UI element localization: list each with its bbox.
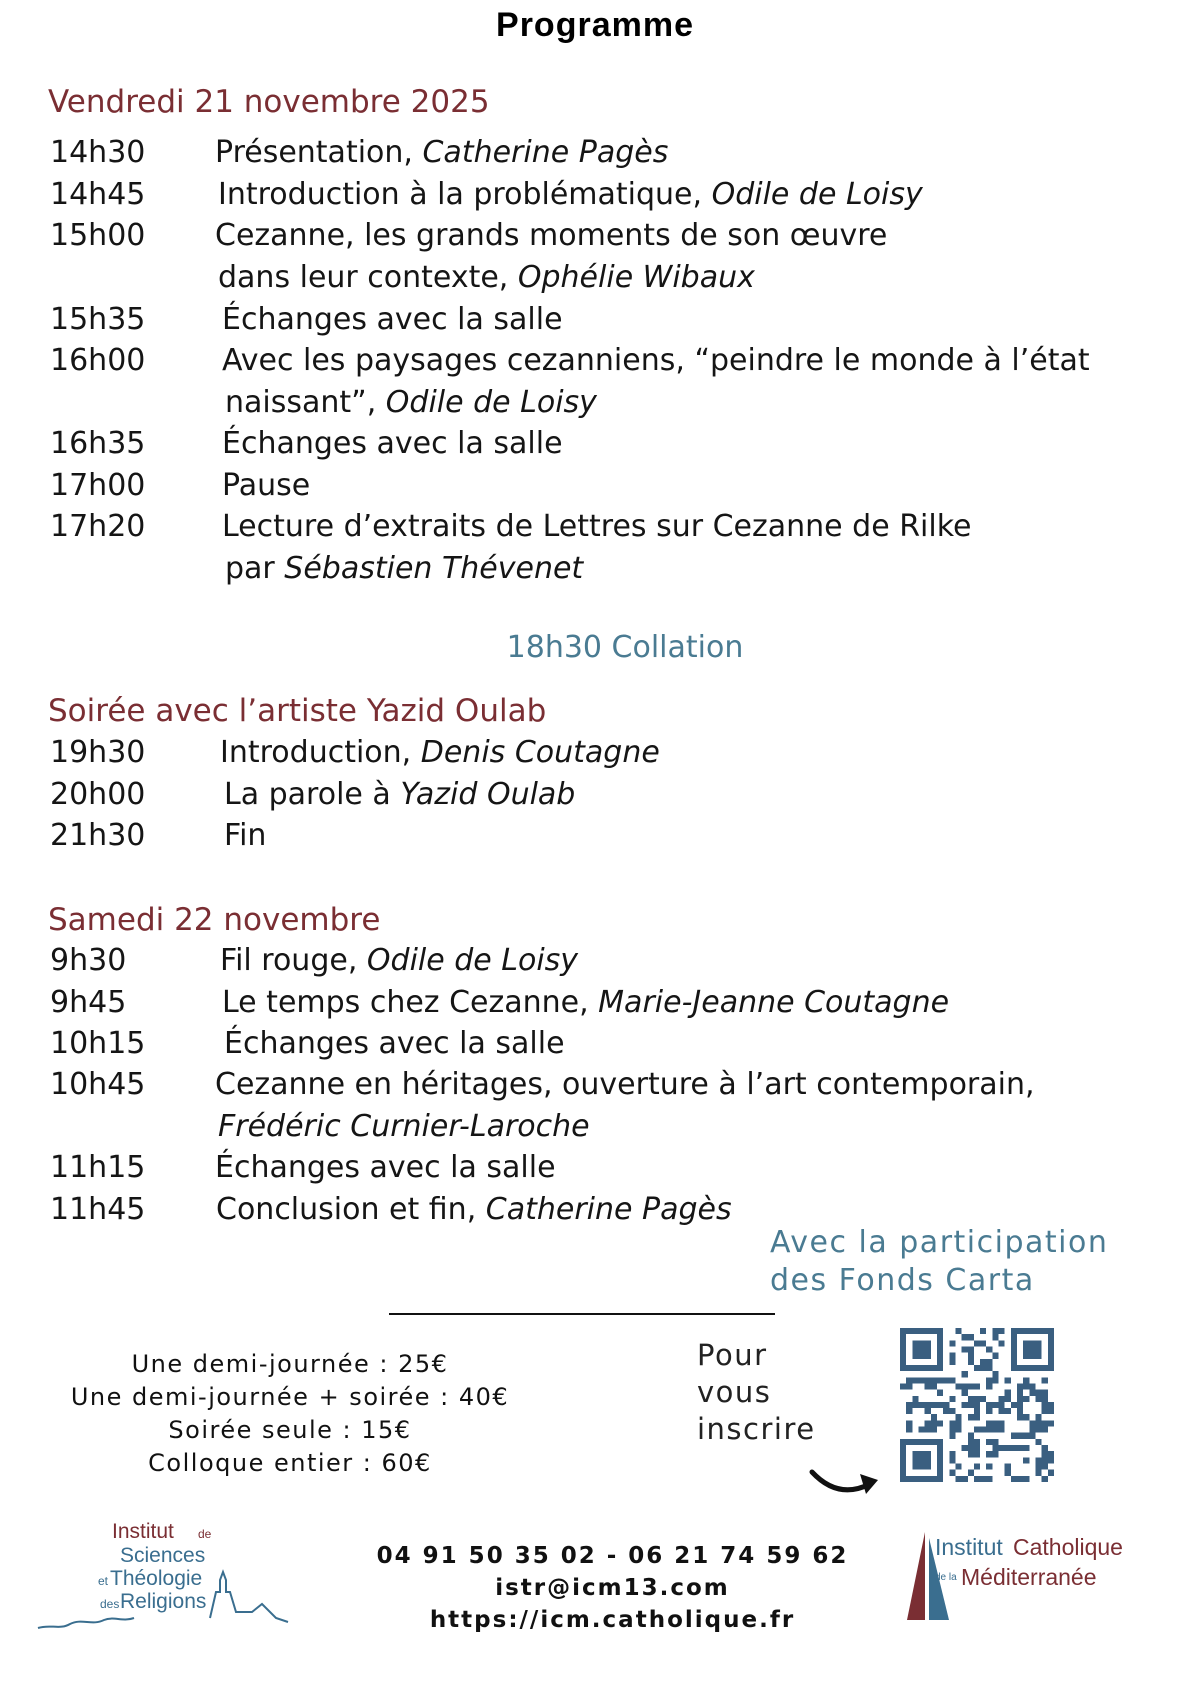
- logo-word-institut-icm: Institut: [935, 1534, 1003, 1560]
- activity-text: La parole à: [224, 777, 401, 812]
- collation-label: 18h30 Collation: [506, 630, 744, 665]
- row-activity: [215, 218, 887, 254]
- activity-text: Lecture d’extraits de Lettres sur Cezanne de Rilke: [222, 509, 972, 544]
- logo-word-et: et: [98, 1574, 109, 1588]
- activity-text: Échanges avec la salle: [215, 1150, 556, 1185]
- sponsor-line-2: des Fonds Carta: [770, 1263, 1035, 1298]
- row-time: 16h35: [50, 426, 146, 461]
- coastline-basilica-icon: [30, 1520, 320, 1635]
- row-time: 15h35: [50, 302, 146, 337]
- activity-text: Échanges avec la salle: [224, 1026, 565, 1061]
- logo-word-religions: Religions: [120, 1590, 207, 1613]
- speaker-name: Odile de Loisy: [366, 943, 579, 978]
- row-activity: [224, 818, 266, 854]
- register-prompt: [697, 1337, 816, 1448]
- row-activity: [215, 135, 668, 171]
- row-time: 10h15: [50, 1026, 146, 1061]
- row-activity: [216, 1192, 732, 1228]
- register-line-3: inscrire: [697, 1412, 816, 1446]
- logo-word-mediterranee: Méditerranée: [961, 1564, 1097, 1590]
- row-activity: [220, 943, 578, 979]
- row-activity: [222, 302, 563, 338]
- row-time: 17h00: [50, 468, 146, 503]
- row-time: 14h30: [50, 135, 146, 170]
- register-line-2: vous: [697, 1375, 772, 1409]
- contact-email[interactable]: istr@icm13.com: [495, 1575, 730, 1601]
- activity-text: naissant”,: [225, 385, 386, 420]
- activity-text: Échanges avec la salle: [222, 426, 563, 461]
- row-time: 9h45: [50, 985, 127, 1020]
- row-time: 11h15: [50, 1150, 146, 1185]
- speaker-name: Marie-Jeanne Coutagne: [598, 985, 950, 1020]
- activity-text: Pause: [222, 468, 311, 503]
- activity-text: Présentation,: [215, 135, 423, 170]
- row-activity: [218, 1109, 590, 1145]
- logo-word-institut: Institut: [112, 1520, 174, 1543]
- row-time: 17h20: [50, 509, 146, 544]
- activity-text: Conclusion et fin,: [216, 1192, 486, 1227]
- speaker-name: Sébastien Thévenet: [284, 551, 584, 586]
- row-time: 21h30: [50, 818, 146, 853]
- divider: [389, 1313, 775, 1315]
- row-time: 16h00: [50, 343, 146, 378]
- logo-word-de: de: [198, 1527, 212, 1541]
- row-activity: [215, 1067, 1035, 1103]
- logo-word-theologie: Théologie: [110, 1567, 203, 1590]
- speaker-name: Odile de Loisy: [385, 385, 597, 420]
- activity-text: Introduction à la problématique,: [218, 177, 712, 212]
- price-full: Colloque entier : 60€: [148, 1449, 432, 1477]
- activity-text: Cezanne en héritages, ouverture à l’art contemporain,: [215, 1067, 1035, 1102]
- row-time: 15h00: [50, 218, 146, 253]
- logo-word-catholique: Catholique: [1013, 1534, 1123, 1560]
- row-activity: [222, 985, 949, 1021]
- activity-text: Le temps chez Cezanne,: [222, 985, 599, 1020]
- sponsor-line-1: Avec la participation: [770, 1225, 1109, 1260]
- activity-text: par: [225, 551, 285, 586]
- price-half-day: Une demi-journée : 25€: [131, 1350, 449, 1378]
- row-activity: [215, 1150, 556, 1186]
- speaker-name: Catherine Pagès: [485, 1192, 732, 1227]
- price-evening: Soirée seule : 15€: [168, 1416, 412, 1444]
- curved-arrow-icon: [808, 1462, 888, 1502]
- section-heading-friday: Vendredi 21 novembre 2025: [48, 84, 490, 120]
- activity-text: Introduction,: [220, 735, 421, 770]
- row-activity: [224, 1026, 565, 1062]
- speaker-name: Ophélie Wibaux: [517, 260, 755, 295]
- row-time: 20h00: [50, 777, 146, 812]
- speaker-name: Frédéric Curnier-Laroche: [218, 1109, 590, 1144]
- activity-text: Avec les paysages cezanniens, “peindre le monde à l’état: [222, 343, 1090, 378]
- istr-logo: [30, 1520, 320, 1635]
- row-activity: [224, 777, 575, 813]
- row-activity: [222, 509, 971, 545]
- row-activity: [222, 468, 310, 504]
- row-time: 10h45: [50, 1067, 146, 1102]
- section-heading-saturday: Samedi 22 novembre: [48, 902, 381, 938]
- contact-phones: 04 91 50 35 02 - 06 21 74 59 62: [376, 1543, 849, 1569]
- sponsor-note: [770, 1224, 1108, 1300]
- row-activity: [222, 343, 1090, 379]
- row-time: 11h45: [50, 1192, 146, 1227]
- row-time: 14h45: [50, 177, 146, 212]
- row-activity: [225, 551, 583, 587]
- speaker-name: Yazid Oulab: [400, 777, 576, 812]
- section-heading-evening: Soirée avec l’artiste Yazid Oulab: [48, 693, 547, 729]
- logo-word-de-la: de la: [935, 1572, 957, 1583]
- row-activity: [218, 177, 923, 213]
- row-time: 19h30: [50, 735, 146, 770]
- row-activity: [218, 260, 755, 296]
- row-activity: [225, 385, 597, 421]
- speaker-name: Denis Coutagne: [420, 735, 660, 770]
- contact-website[interactable]: https://icm.catholique.fr: [429, 1607, 796, 1633]
- row-activity: [220, 735, 660, 771]
- activity-text: Cezanne, les grands moments de son œuvre: [215, 218, 888, 253]
- activity-text: Fil rouge,: [220, 943, 367, 978]
- row-activity: [222, 426, 563, 462]
- price-list: [50, 1348, 530, 1480]
- qr-code-icon[interactable]: [900, 1328, 1054, 1482]
- icm-logo: [905, 1528, 1155, 1628]
- speaker-name: Odile de Loisy: [711, 177, 923, 212]
- activity-text: Échanges avec la salle: [222, 302, 563, 337]
- activity-text: Fin: [224, 818, 267, 853]
- logo-word-sciences: Sciences: [120, 1544, 206, 1567]
- register-line-1: Pour: [697, 1338, 768, 1372]
- page-title: Programme: [496, 6, 694, 44]
- row-time: 9h30: [50, 943, 127, 978]
- price-half-day-evening: Une demi-journée + soirée : 40€: [70, 1383, 510, 1411]
- speaker-name: Catherine Pagès: [422, 135, 669, 170]
- activity-text: dans leur contexte,: [218, 260, 518, 295]
- logo-word-des: des: [100, 1597, 120, 1611]
